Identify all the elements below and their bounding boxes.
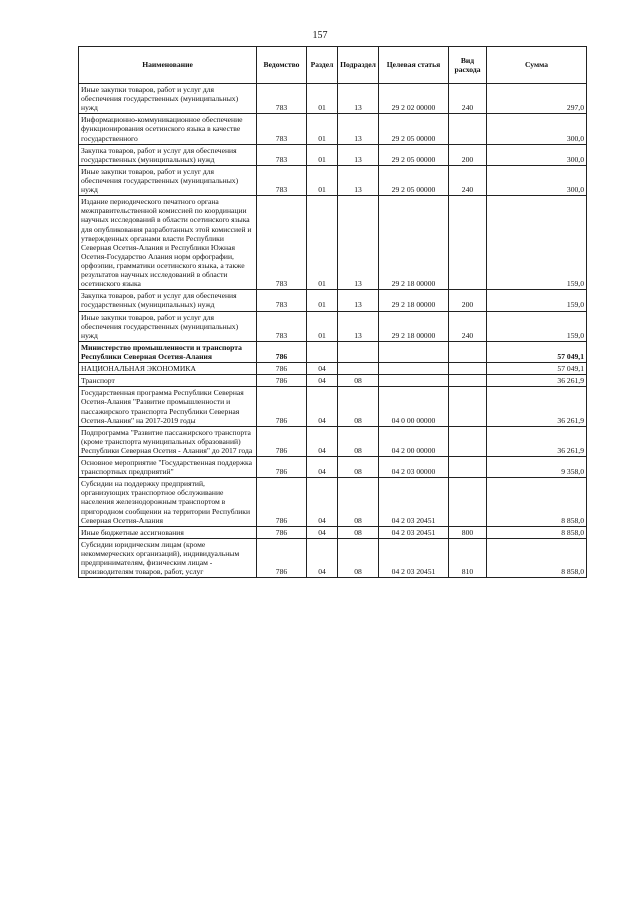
- cell-name: Иные закупки товаров, работ и услуг для обеспечения государственных (муниципальных) нужд: [79, 84, 257, 114]
- cell-razd: 01: [307, 144, 338, 165]
- cell-razd: 04: [307, 526, 338, 538]
- cell-vid: 200: [449, 290, 487, 311]
- table-row: [79, 538, 587, 577]
- cell-razd: 04: [307, 478, 338, 527]
- cell-ved: 786: [257, 426, 307, 456]
- cell-ved: 786: [257, 387, 307, 426]
- cell-ved: 786: [257, 526, 307, 538]
- cell-sum: 300,0: [487, 165, 587, 195]
- cell-razd: 04: [307, 426, 338, 456]
- cell-sum: 300,0: [487, 114, 587, 144]
- cell-stat: 04 2 03 00000: [379, 457, 449, 478]
- cell-podr: 08: [338, 538, 379, 577]
- cell-vid: 200: [449, 144, 487, 165]
- table-header-row: [79, 47, 587, 84]
- cell-sum: 36 261,9: [487, 426, 587, 456]
- cell-vid: [449, 478, 487, 527]
- table-row: [79, 114, 587, 144]
- cell-ved: 786: [257, 341, 307, 362]
- cell-podr: 13: [338, 311, 379, 341]
- cell-stat: [379, 363, 449, 375]
- cell-sum: 57 049,1: [487, 341, 587, 362]
- cell-sum: 159,0: [487, 196, 587, 290]
- cell-razd: 04: [307, 538, 338, 577]
- cell-ved: 786: [257, 478, 307, 527]
- table-row: [79, 375, 587, 387]
- cell-name: Иные закупки товаров, работ и услуг для обеспечения государственных (муниципальных) нужд: [79, 311, 257, 341]
- header-summa: Сумма: [487, 47, 587, 84]
- cell-name: Закупка товаров, работ и услуг для обеспечения государственных (муниципальных) нужд: [79, 290, 257, 311]
- cell-sum: 8 858,0: [487, 538, 587, 577]
- cell-razd: 01: [307, 311, 338, 341]
- cell-stat: [379, 341, 449, 362]
- cell-vid: [449, 457, 487, 478]
- cell-podr: 13: [338, 290, 379, 311]
- header-razdel: Раздел: [307, 47, 338, 84]
- cell-sum: 8 858,0: [487, 478, 587, 527]
- cell-razd: 01: [307, 165, 338, 195]
- cell-ved: 783: [257, 84, 307, 114]
- cell-name: Информационно-коммуникационное обеспечение функционирования осетинского языка в качестве государственного: [79, 114, 257, 144]
- cell-name: Подпрограмма "Развитие пассажирского транспорта (кроме транспорта муниципальных образований) Республики Северная Осетия - Алания" до 2017 года: [79, 426, 257, 456]
- cell-name: Транспорт: [79, 375, 257, 387]
- cell-sum: 159,0: [487, 311, 587, 341]
- cell-ved: 786: [257, 457, 307, 478]
- header-vedomstvo: Ведомство: [257, 47, 307, 84]
- cell-sum: 57 049,1: [487, 363, 587, 375]
- cell-podr: 13: [338, 84, 379, 114]
- cell-ved: 783: [257, 290, 307, 311]
- cell-vid: [449, 341, 487, 362]
- cell-ved: 786: [257, 363, 307, 375]
- cell-razd: 01: [307, 196, 338, 290]
- budget-table: [78, 46, 587, 578]
- cell-stat: 29 2 05 00000: [379, 114, 449, 144]
- table-row: [79, 426, 587, 456]
- cell-razd: [307, 341, 338, 362]
- table-row: [79, 196, 587, 290]
- table-row: [79, 526, 587, 538]
- cell-name: Министерство промышленности и транспорта Республики Северная Осетия-Алания: [79, 341, 257, 362]
- cell-sum: 159,0: [487, 290, 587, 311]
- cell-razd: 01: [307, 114, 338, 144]
- cell-vid: 240: [449, 311, 487, 341]
- cell-podr: 08: [338, 457, 379, 478]
- cell-name: НАЦИОНАЛЬНАЯ ЭКОНОМИКА: [79, 363, 257, 375]
- cell-podr: 08: [338, 375, 379, 387]
- header-vid: Вид расхода: [449, 47, 487, 84]
- cell-name: Иные бюджетные ассигнования: [79, 526, 257, 538]
- cell-vid: 240: [449, 165, 487, 195]
- cell-ved: 783: [257, 196, 307, 290]
- cell-ved: 786: [257, 375, 307, 387]
- cell-name: Субсидии юридическим лицам (кроме некоммерческих организаций), индивидуальным предпринимателям, физическим лицам - производителям товаров, работ, услуг: [79, 538, 257, 577]
- cell-vid: [449, 426, 487, 456]
- cell-podr: 13: [338, 196, 379, 290]
- table-row: [79, 84, 587, 114]
- cell-vid: [449, 363, 487, 375]
- table-row: [79, 363, 587, 375]
- cell-name: Основное мероприятие "Государственная поддержка транспортных предприятий": [79, 457, 257, 478]
- cell-name: Издание периодического печатного органа межправительственной комиссией по координации научных исследований в области осетинского языка для опубликования разработанных этой комиссией и утвержденных органами власти Республики Северная Осетия-Алания и Республики Южная Осетия-Государство Алания норм орфографии, орфоэпии, грамматики осетинского языка, а также результатов научных исследований в области осетинского языка: [79, 196, 257, 290]
- cell-razd: 01: [307, 290, 338, 311]
- cell-stat: 29 2 02 00000: [379, 84, 449, 114]
- cell-podr: [338, 363, 379, 375]
- table-row: [79, 387, 587, 426]
- cell-stat: 04 0 00 00000: [379, 387, 449, 426]
- cell-vid: 810: [449, 538, 487, 577]
- cell-sum: 8 858,0: [487, 526, 587, 538]
- cell-stat: 29 2 18 00000: [379, 311, 449, 341]
- cell-razd: 04: [307, 375, 338, 387]
- table-row: [79, 290, 587, 311]
- table-body: [79, 84, 587, 578]
- cell-vid: [449, 375, 487, 387]
- cell-ved: 783: [257, 114, 307, 144]
- cell-podr: 08: [338, 426, 379, 456]
- cell-name: Закупка товаров, работ и услуг для обеспечения государственных (муниципальных) нужд: [79, 144, 257, 165]
- cell-stat: 04 2 03 20451: [379, 538, 449, 577]
- cell-sum: 36 261,9: [487, 387, 587, 426]
- cell-ved: 783: [257, 165, 307, 195]
- table-row: [79, 144, 587, 165]
- cell-stat: 04 2 03 20451: [379, 526, 449, 538]
- table-row: [79, 311, 587, 341]
- cell-podr: 13: [338, 114, 379, 144]
- cell-podr: 08: [338, 387, 379, 426]
- header-podrazdel: Подраздел: [338, 47, 379, 84]
- header-name: Наименование: [79, 47, 257, 84]
- cell-podr: 13: [338, 165, 379, 195]
- cell-vid: 800: [449, 526, 487, 538]
- cell-podr: 13: [338, 144, 379, 165]
- table-row: [79, 341, 587, 362]
- cell-podr: [338, 341, 379, 362]
- cell-name: Субсидии на поддержку предприятий, организующих транспортное обслуживание населения железнодорожным транспортом в пригородном сообщении на территории Республики Северная Осетия-Алания: [79, 478, 257, 527]
- cell-name: Иные закупки товаров, работ и услуг для обеспечения государственных (муниципальных) нужд: [79, 165, 257, 195]
- cell-ved: 786: [257, 538, 307, 577]
- cell-razd: 01: [307, 84, 338, 114]
- cell-vid: [449, 196, 487, 290]
- cell-sum: 36 261,9: [487, 375, 587, 387]
- cell-vid: [449, 387, 487, 426]
- cell-vid: 240: [449, 84, 487, 114]
- cell-razd: 04: [307, 457, 338, 478]
- table-row: [79, 165, 587, 195]
- header-statya: Целевая статья: [379, 47, 449, 84]
- cell-name: Государственная программа Республики Северная Осетия-Алания "Развитие промышленности и пассажирского транспорта Республики Северная Осетия-Алания" на 2017-2019 годы: [79, 387, 257, 426]
- cell-ved: 783: [257, 144, 307, 165]
- cell-stat: 29 2 05 00000: [379, 144, 449, 165]
- cell-razd: 04: [307, 387, 338, 426]
- cell-ved: 783: [257, 311, 307, 341]
- cell-stat: 29 2 05 00000: [379, 165, 449, 195]
- cell-podr: 08: [338, 526, 379, 538]
- cell-sum: 300,0: [487, 144, 587, 165]
- cell-podr: 08: [338, 478, 379, 527]
- page-number: 157: [312, 30, 328, 41]
- cell-stat: 29 2 18 00000: [379, 196, 449, 290]
- cell-stat: 04 2 03 20451: [379, 478, 449, 527]
- cell-sum: 297,0: [487, 84, 587, 114]
- cell-vid: [449, 114, 487, 144]
- cell-razd: 04: [307, 363, 338, 375]
- cell-stat: 29 2 18 00000: [379, 290, 449, 311]
- table-row: [79, 478, 587, 527]
- cell-stat: [379, 375, 449, 387]
- table-row: [79, 457, 587, 478]
- cell-stat: 04 2 00 00000: [379, 426, 449, 456]
- cell-sum: 9 358,0: [487, 457, 587, 478]
